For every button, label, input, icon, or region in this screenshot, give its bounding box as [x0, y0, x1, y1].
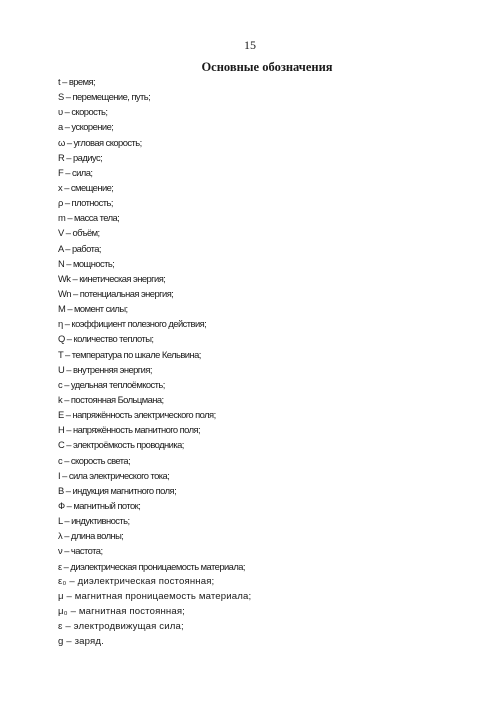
notation-item: ɛ – электродвижущая сила;: [58, 621, 184, 633]
notation-item: L – индуктивность;: [58, 515, 130, 527]
notation-item: M – момент силы;: [58, 303, 128, 315]
notation-item: N – мощность;: [58, 257, 115, 269]
page-title: Основные обозначения: [201, 60, 333, 74]
notation-item: η – коэффициент полезного действия;: [58, 318, 207, 330]
notation-item: Wk – кинетическая энергия;: [58, 272, 166, 284]
notation-item: a – ускорение;: [58, 121, 114, 133]
notation-item: E – напряжённость электрического поля;: [58, 409, 216, 421]
notation-item: ε₀ – диэлектрическая постоянная;: [58, 575, 215, 587]
notation-item: F – сила;: [58, 166, 93, 178]
notation-item: μ – магнитная проницаемость материала;: [58, 590, 252, 602]
notation-item: S – перемещение, путь;: [58, 91, 151, 103]
notation-item: H – напряжённость магнитного поля;: [58, 424, 201, 436]
notation-item: I – сила электрического тока;: [58, 469, 170, 481]
notation-item: t – время;: [58, 76, 96, 87]
notation-item: g – заряд.: [58, 636, 104, 648]
notation-item: μ₀ – магнитная постоянная;: [58, 605, 185, 617]
notation-item: B – индукция магнитного поля;: [58, 484, 177, 496]
notation-item: λ – длина волны;: [58, 530, 124, 542]
notation-item: Ф – магнитный поток;: [58, 499, 141, 511]
notation-item: k – постоянная Больцмана;: [58, 393, 164, 405]
notation-item: x – смещение;: [58, 181, 114, 193]
notation-item: ε – диэлектрическая проницаемость материала;: [58, 560, 245, 572]
notation-item: Wn – потенциальная энергия;: [58, 287, 174, 299]
notation-item: c – скорость света;: [58, 454, 131, 466]
notation-item: m – масса тела;: [58, 212, 120, 224]
notation-item: T – температура по шкале Кельвина;: [58, 348, 201, 360]
notation-item: R – радиус;: [58, 151, 103, 163]
notation-item: V – объём;: [58, 227, 100, 239]
notation-item: ν – частота;: [58, 545, 103, 557]
notation-item: c – удельная теплоёмкость;: [58, 378, 165, 390]
notation-item: A – работа;: [58, 242, 101, 254]
notation-item: Q – количество теплоты;: [58, 333, 154, 345]
notation-item: ω – угловая скорость;: [58, 136, 142, 148]
page-number: 15: [244, 38, 256, 52]
notation-item: ρ – плотность;: [58, 197, 113, 209]
notation-item: U – внутренняя энергия;: [58, 363, 152, 375]
notation-item: C – электроёмкость проводника;: [58, 439, 184, 451]
notation-list: [58, 74, 251, 649]
notation-item: υ – скорость;: [58, 106, 108, 118]
